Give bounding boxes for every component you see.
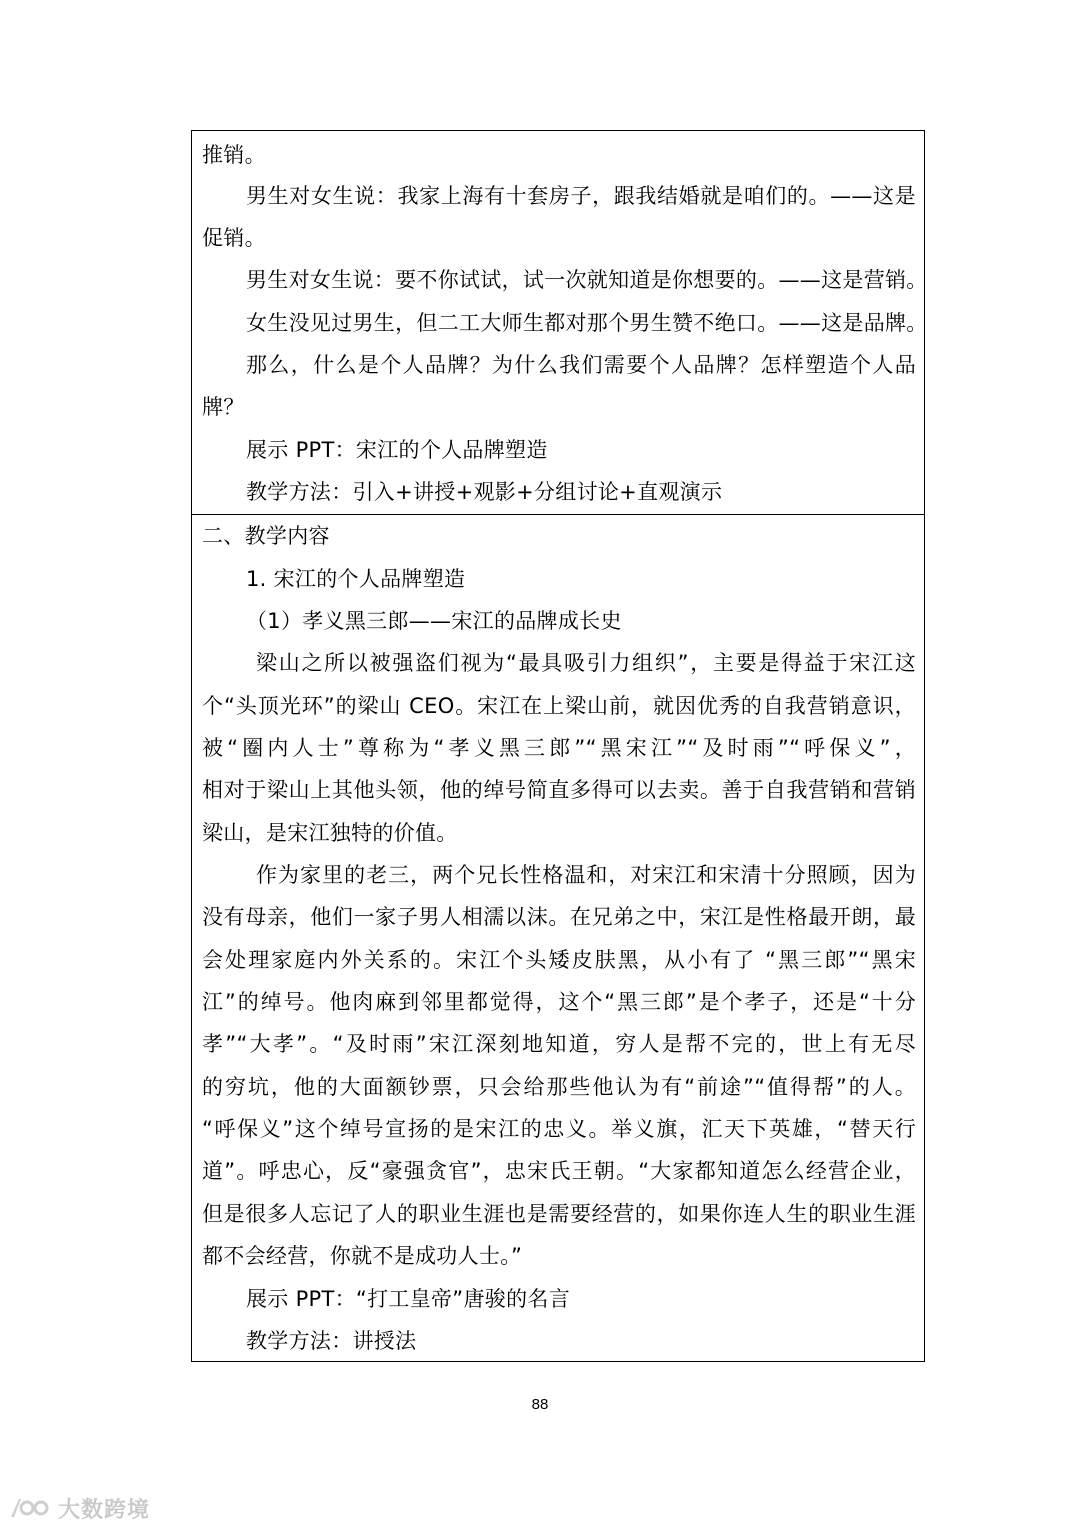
lesson-table — [191, 130, 928, 1362]
section-heading: 二、教学内容 — [202, 524, 330, 548]
intro-line: 促销。 — [202, 226, 266, 250]
intro-line: 男生对女生说：我家上海有十套房子，跟我结婚就是咱们的。——这是 — [246, 184, 916, 208]
page-number: 88 — [531, 1396, 549, 1413]
method-line: 教学方法：讲授法 — [246, 1329, 417, 1353]
intro-line: 男生对女生说：要不你试试，试一次就知道是你想要的。——这是营销。 — [246, 268, 928, 292]
table-cell-content — [192, 515, 924, 1361]
paragraph-line: 相对于梁山上其他头领，他的绰号简直多得可以去卖。善于自我营销和营销 — [202, 778, 916, 802]
paragraph-line: 作为家里的老三，两个兄长性格温和，对宋江和宋清十分照顾，因为 — [256, 863, 916, 887]
paragraph-line: 但是很多人忘记了人的职业生涯也是需要经营的，如果你连人生的职业生涯 — [202, 1202, 916, 1226]
paragraph-line: 道”。呼忠心，反“豪强贪官”，忠宋氏王朝。“大家都知道怎么经营企业， — [202, 1159, 916, 1183]
paragraph-line: 梁山之所以被强盗们视为“最具吸引力组织”，主要是得益于宋江这 — [256, 651, 916, 675]
intro-line: 那么，什么是个人品牌？为什么我们需要个人品牌？怎样塑造个人品 — [246, 353, 916, 377]
paragraph-line: 会处理家庭内外关系的。宋江个头矮皮肤黑，从小有了 “黑三郎”“黑宋 — [202, 948, 916, 972]
subheading: 1. 宋江的个人品牌塑造 — [246, 567, 466, 591]
intro-line: 教学方法：引入+讲授+观影+分组讨论+直观演示 — [246, 480, 723, 504]
table-cell-intro — [192, 131, 928, 515]
sub-subheading: （1）孝义黑三郎——宋江的品牌成长史 — [246, 609, 622, 633]
logo-mark-icon — [8, 1495, 52, 1521]
watermark — [8, 1493, 150, 1523]
paragraph-line: 没有母亲，他们一家子男人相濡以沫。在兄弟之中，宋江是性格最开朗，最 — [202, 905, 916, 929]
paragraph-line: 江”的绰号。他肉麻到邻里都觉得，这个“黑三郎”是个孝子，还是“十分 — [202, 990, 916, 1014]
ppt-line: 展示 PPT：“打工皇帝”唐骏的名言 — [246, 1287, 570, 1311]
paragraph-line: 梁山，是宋江独特的价值。 — [202, 821, 458, 845]
paragraph-line: “呼保义”这个绰号宣扬的是宋江的忠义。举义旗，汇天下英雄，“替天行 — [202, 1117, 916, 1141]
intro-line: 牌？ — [202, 395, 245, 419]
paragraph-line: 孝”“大孝”。“及时雨”宋江深刻地知道，穷人是帮不完的，世上有无尽 — [202, 1032, 916, 1056]
intro-line: 推销。 — [202, 143, 266, 167]
paragraph-line: 的穷坑，他的大面额钞票，只会给那些他认为有“前途”“值得帮”的人。 — [202, 1075, 916, 1099]
intro-line: 展示 PPT：宋江的个人品牌塑造 — [246, 438, 548, 462]
intro-line: 女生没见过男生，但二工大师生都对那个男生赞不绝口。——这是品牌。 — [246, 311, 928, 335]
paragraph-line: 被“圈内人士”尊称为“孝义黑三郎”“黑宋江”“及时雨”“呼保义”， — [202, 736, 916, 760]
paragraph-line: 都不会经营，你就不是成功人士。” — [202, 1244, 523, 1268]
watermark-text: 大数跨境 — [58, 1497, 151, 1523]
paragraph-line: 个“头顶光环”的梁山 CEO。宋江在上梁山前，就因优秀的自我营销意识， — [202, 694, 916, 718]
